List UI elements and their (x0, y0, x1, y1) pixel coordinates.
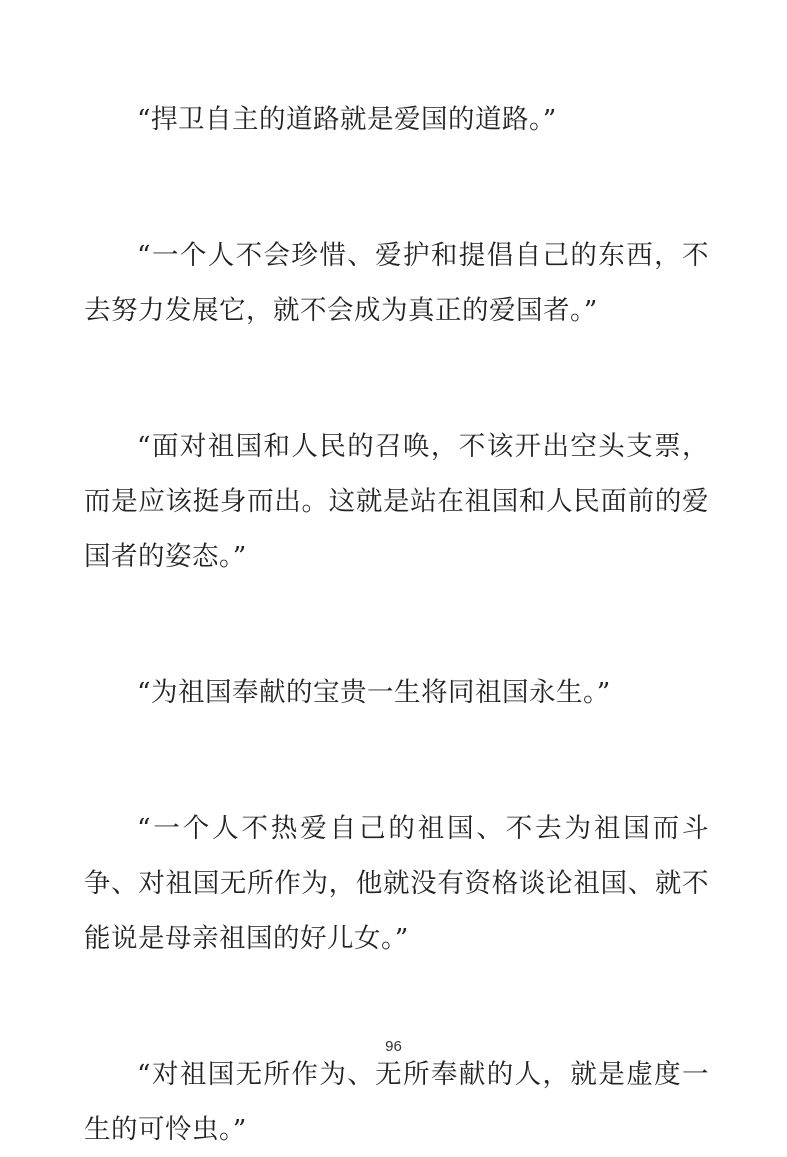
quote-paragraph: “一个人不会珍惜、爱护和提倡自己的东西，不去努力发展它，就不会成为真正的爱国者。” (84, 240, 709, 326)
paragraph-spacer (84, 147, 709, 228)
quote-paragraph: “面对祖国和人民的召唤，不该开出空头支票，而是应该挺身而出。这就是站在祖国和人民面前的爱国者的姿态。” (84, 431, 709, 572)
quote-paragraph: “为祖国奉献的宝贵一生将同祖国永生。” (137, 677, 611, 708)
page-number: 96 (385, 1038, 402, 1055)
quote-paragraph: “捍卫自主的道路就是爱国的道路。” (137, 104, 557, 135)
paragraph-spacer (84, 720, 709, 801)
quote-paragraph: “一个人不热爱自己的祖国、不去为祖国而斗争、对祖国无所作为，他就没有资格谈论祖国、就不能说是母亲祖国的好儿女。” (84, 813, 709, 954)
paragraph-spacer (84, 966, 709, 1047)
quotes-block (84, 92, 709, 1157)
paragraph-spacer (84, 338, 709, 419)
paragraph-spacer (84, 584, 709, 665)
quote-paragraph: “对祖国无所作为、无所奉献的人，就是虚度一生的可怜虫。” (84, 1059, 709, 1145)
